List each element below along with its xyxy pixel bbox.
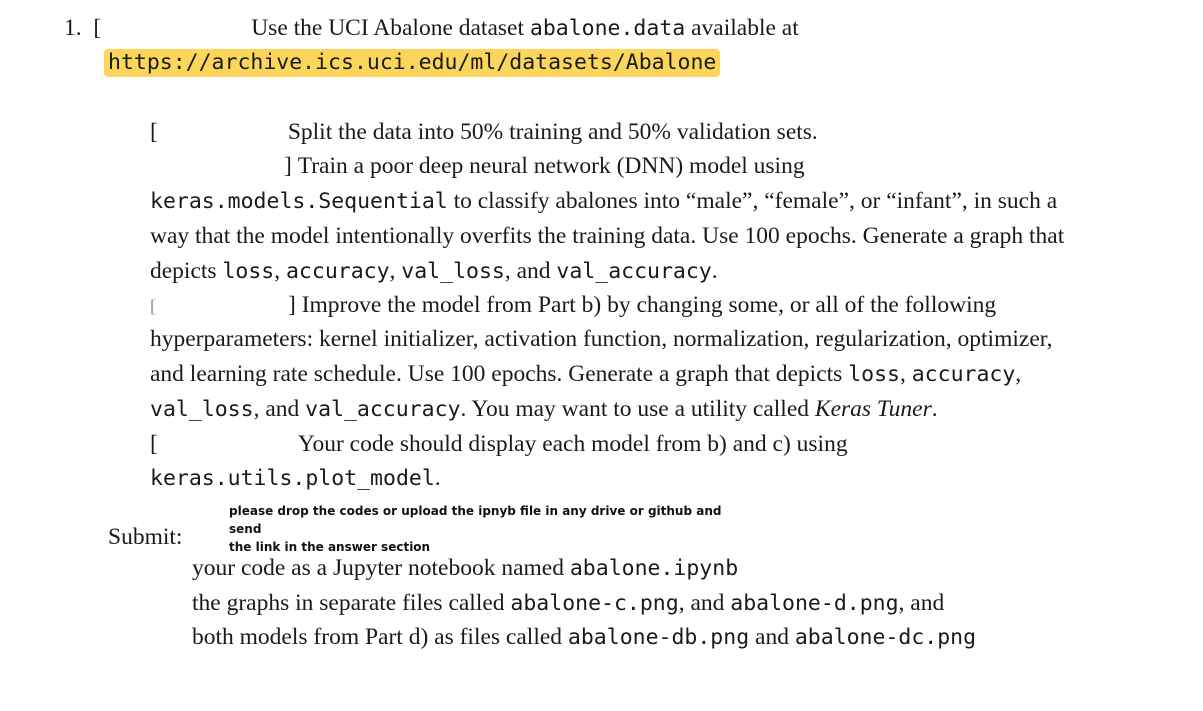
graph-c-filename: abalone-c.png <box>510 591 679 616</box>
submit-item-2-text: the graphs in separate files called <box>192 590 511 616</box>
part-b-line-2 <box>150 186 1057 217</box>
part-b-val-accuracy-code: val_accuracy <box>556 259 712 284</box>
intro-text: Use the UCI Abalone dataset <box>251 15 530 41</box>
part-c-line-3 <box>150 359 1021 390</box>
question-number: 1. <box>64 15 82 41</box>
part-b-accuracy-code: accuracy <box>285 259 390 284</box>
part-b-text-1: Train a poor deep neural network (DNN) model using <box>297 153 805 179</box>
question-header <box>64 13 799 44</box>
part-b-depicts-text: depicts <box>150 258 223 284</box>
part-c-line-1 <box>150 290 996 321</box>
part-c-line-2 <box>150 324 1053 354</box>
submit-item-2 <box>192 588 944 619</box>
part-d-line-2 <box>150 463 441 494</box>
model-db-filename: abalone-db.png <box>567 625 750 650</box>
part-b-sequential-code: keras.models.Sequential <box>150 189 448 214</box>
separator: , <box>899 361 912 387</box>
part-b-marker: ] <box>284 153 292 179</box>
part-c-text-2: hyperparameters: kernel initializer, activation function, normalization, regularization, optimizer, <box>150 326 1053 352</box>
intro-after: available at <box>685 15 799 41</box>
separator: , and <box>504 258 557 284</box>
separator: , <box>274 258 286 284</box>
part-d-text-1: Your code should display each model from b) and c) using <box>297 431 848 457</box>
part-c-val-accuracy-code: val_accuracy <box>305 397 461 422</box>
part-a-text: Split the data into 50% training and 50% validation sets. <box>287 119 818 145</box>
separator: , and <box>253 396 306 422</box>
part-b-line-3 <box>150 221 1064 251</box>
question-bracket: [ <box>93 15 102 41</box>
part-b-text-2: to classify abalones into “male”, “female”, or “infant”, in such a <box>447 188 1058 214</box>
graph-d-filename: abalone-d.png <box>730 591 899 616</box>
part-c-text-3: and learning rate schedule. Use 100 epochs. Generate a graph that depicts <box>150 361 849 387</box>
part-c-text-1: Improve the model from Part b) by changing some, or all of the following <box>301 292 997 318</box>
period: . <box>711 258 718 284</box>
part-c-line-4 <box>150 394 938 425</box>
part-b-loss-code: loss <box>222 259 275 284</box>
upload-note-line-1: please drop the codes or upload the ipnyb file in any drive or github and send <box>229 504 722 536</box>
part-d-line-1 <box>150 429 848 459</box>
upload-note <box>229 502 729 556</box>
keras-tuner-name: Keras Tuner <box>814 396 932 422</box>
part-c-loss-code: loss <box>848 362 900 387</box>
submit-item-1 <box>192 553 738 584</box>
part-c-text-4: . You may want to use a utility called <box>460 396 815 422</box>
part-b-line-4 <box>150 256 718 287</box>
part-c-marker: [ <box>150 296 156 316</box>
upload-note-line-2: the link in the answer section <box>229 540 431 554</box>
part-c-val-loss-code: val_loss <box>150 397 254 422</box>
part-b-line-1 <box>150 151 805 181</box>
submit-label: Submit: <box>108 524 183 550</box>
submit-item-3 <box>192 622 976 653</box>
part-d-marker: [ <box>150 431 158 457</box>
submit-item-3-text: both models from Part d) as files called <box>192 624 568 650</box>
model-dc-filename: abalone-dc.png <box>794 625 977 650</box>
period: . <box>931 396 938 422</box>
separator: , <box>389 258 402 284</box>
part-b-text-3: way that the model intentionally overfits the training data. Use 100 epochs. Generate a graph that <box>150 223 1065 249</box>
part-d-plot-model-code: keras.utils.plot_model <box>150 466 435 491</box>
notebook-filename: abalone.ipynb <box>569 556 739 581</box>
dataset-file-code: abalone.data <box>529 16 686 41</box>
separator: , <box>1015 361 1022 387</box>
submit-item-1-text: your code as a Jupyter notebook named <box>192 555 570 581</box>
separator: , and <box>678 590 731 616</box>
part-a-marker: [ <box>150 119 158 145</box>
separator: and <box>749 624 795 650</box>
part-c-marker-close: ] <box>288 292 296 318</box>
part-b-val-loss-code: val_loss <box>401 259 505 284</box>
part-a <box>150 117 818 147</box>
separator: , and <box>898 590 945 616</box>
period: . <box>434 465 441 491</box>
dataset-url-line <box>104 47 720 78</box>
part-c-accuracy-code: accuracy <box>911 362 1016 387</box>
dataset-url[interactable]: https://archive.ics.uci.edu/ml/datasets/Abalone <box>104 49 720 77</box>
